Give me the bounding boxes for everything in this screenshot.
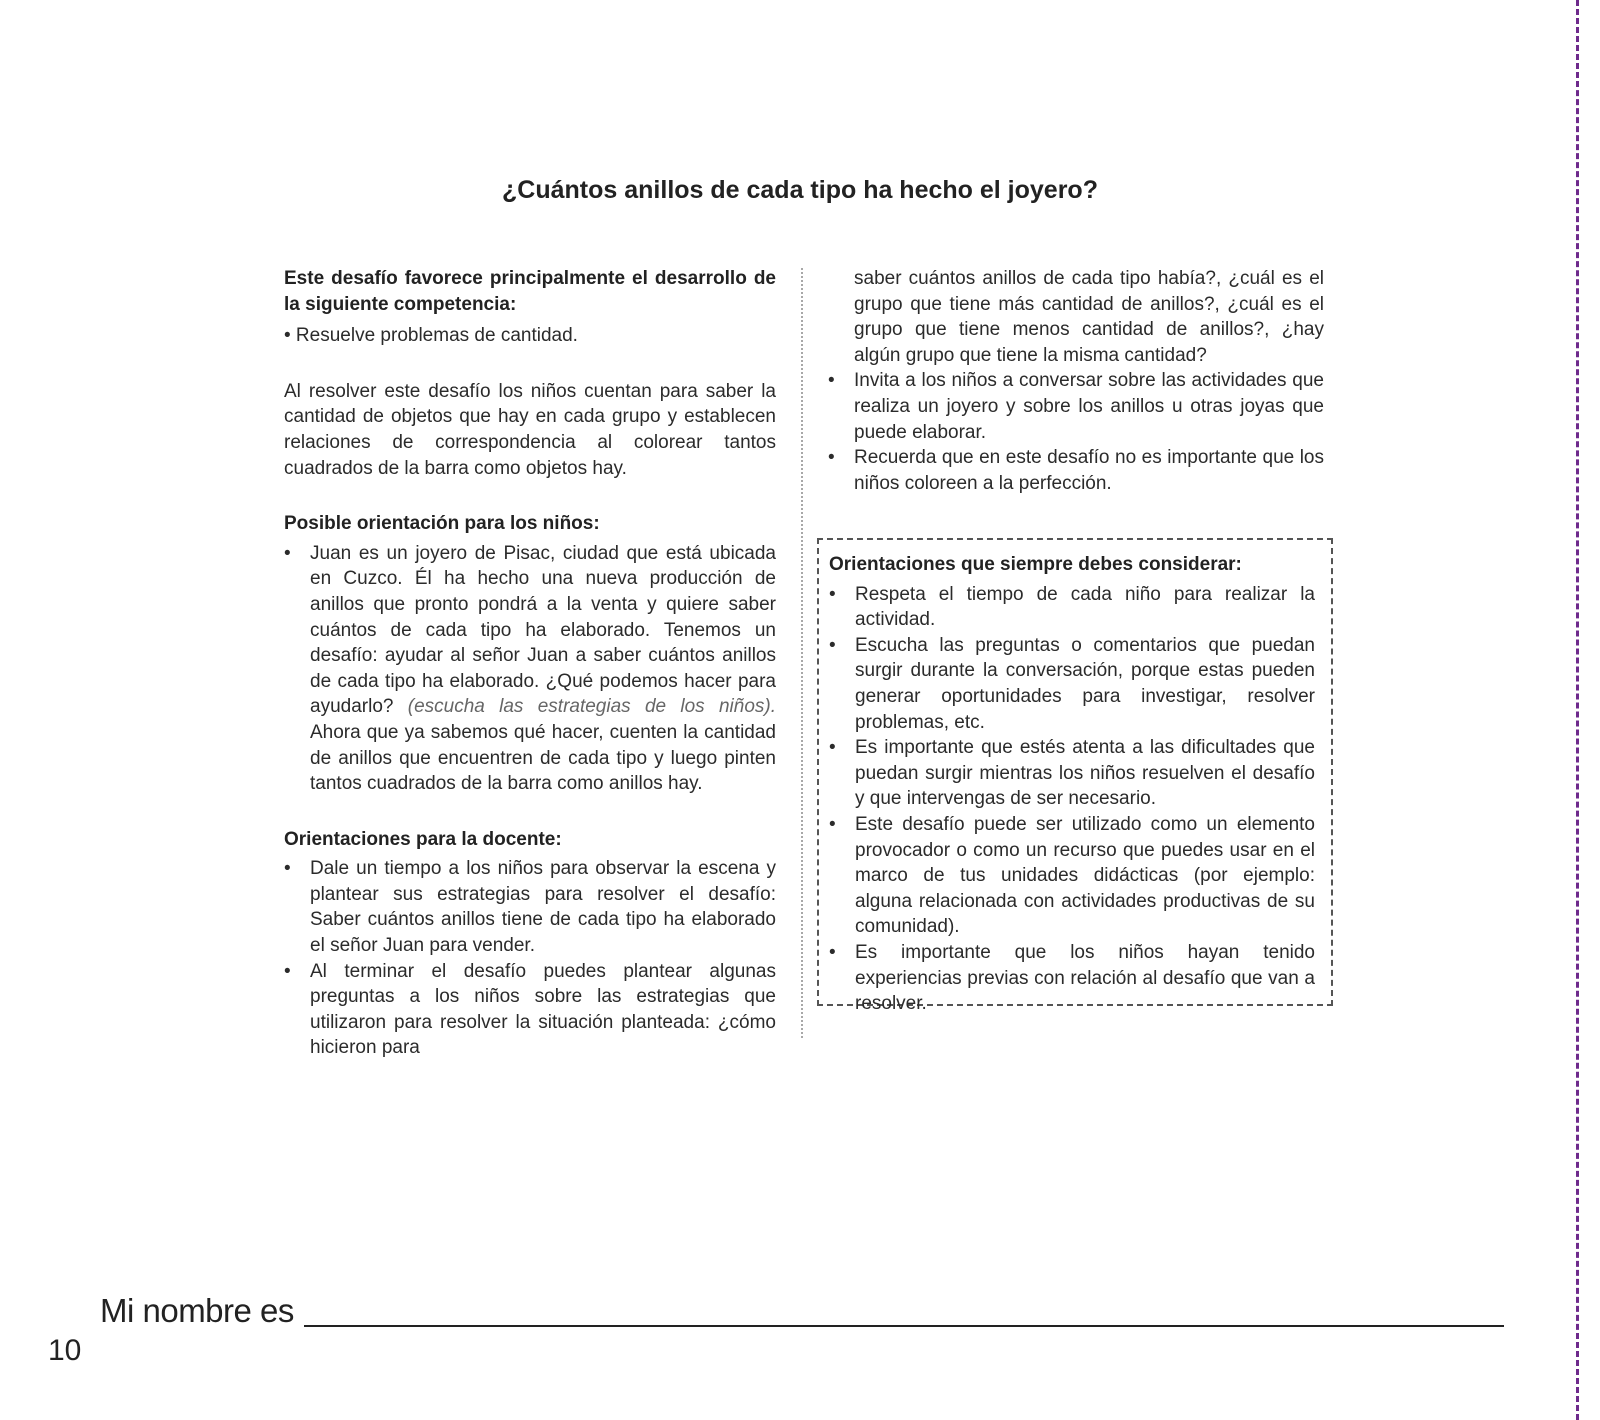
orientacion-ninos-text-2: Ahora que ya sabemos qué hacer, cuenten la cantidad de anillos que encuentren de cada tipo y luego pinten tantos cuadrados de la barra como anillos hay.	[310, 721, 776, 795]
orientacion-ninos-text-1: Juan es un joyero de Pisac, ciudad que está ubicada en Cuzco. Él ha hecho una nueva producción de anillos que pronto pondrá a la venta y quiere saber cuántos de cada tipo ha elaborado. Tenemos un desafío: ayudar al señor Juan a saber cuántos anillos de cada tipo ha elaborado. ¿Qué podemos hacer para ayudarlo?	[310, 542, 776, 718]
right-item-text: Recuerda que en este desafío no es importante que los niños coloreen a la perfección.	[854, 447, 1324, 494]
bullet-icon: •	[829, 634, 836, 656]
list-item	[284, 959, 776, 1061]
competencia-heading: Este desafío favorece principalmente el desarrollo de la siguiente competencia:	[284, 268, 776, 315]
bullet-icon: •	[829, 941, 836, 963]
docente-list	[284, 856, 776, 1061]
cut-line	[1576, 0, 1579, 1420]
orientacion-ninos-heading: Posible orientación para los niños:	[284, 513, 600, 535]
bullet-icon: •	[284, 858, 291, 880]
docente-item-text: Dale un tiempo a los niños para observar la escena y plantear sus estrategias para resolver el desafío: Saber cuántos anillos tiene de cada tipo ha elaborado el señor Juan para vender.	[310, 858, 776, 957]
bullet-icon: •	[284, 960, 291, 982]
box-item-text: Escucha las preguntas o comentarios que puedan surgir durante la conversación, porque estas pueden generar oportunidades para investigar, resolver problemas, etc.	[855, 634, 1315, 733]
box-item-text: Este desafío puede ser utilizado como un elemento provocador o como un recurso que puedes usar en el marco de tus unidades didácticas (por ejemplo: alguna relacionada con actividades productivas de su comunidad).	[855, 813, 1315, 938]
list-item	[284, 541, 776, 797]
list-item	[829, 735, 1315, 812]
box-heading: Orientaciones que siempre debes considerar:	[829, 554, 1242, 575]
box-item-text: Es importante que estés atenta a las dificultades que puedan surgir mientras los niños resuelven el desafío y que intervengas de ser necesario.	[855, 737, 1315, 810]
list-item	[829, 582, 1315, 633]
name-label: Mi nombre es	[100, 1292, 294, 1329]
list-item	[828, 368, 1324, 445]
docente-heading: Orientaciones para la docente:	[284, 828, 562, 850]
docente-item-text: Al terminar el desafío puedes plantear algunas preguntas a los niños sobre las estrategias que utilizaron para resolver la situación planteada: ¿cómo hicieron para	[310, 960, 776, 1059]
box-item-text: Respeta el tiempo de cada niño para realizar la actividad.	[855, 583, 1315, 631]
list-item	[828, 445, 1324, 496]
intro-paragraph: Al resolver este desafío los niños cuentan para saber la cantidad de objetos que hay en cada grupo y establecen relaciones de correspondencia al colorear tantos cuadrados de la barra como objetos hay.	[284, 380, 776, 479]
list-item	[284, 856, 776, 958]
continuation-text: saber cuántos anillos de cada tipo había?, ¿cuál es el grupo que tiene más cantidad de anillos?, ¿cuál es el grupo que tiene menos cantidad de anillos?, ¿hay algún grupo que tiene la misma cantidad?	[854, 268, 1324, 366]
orientacion-ninos-list	[284, 541, 776, 797]
right-item-text: Invita a los niños a conversar sobre las actividades que realiza un joyero y sobre los anillos u otras joyas que puede elaborar.	[854, 370, 1324, 443]
bullet-icon: •	[829, 737, 836, 759]
list-item	[829, 940, 1315, 1017]
list-item	[829, 633, 1315, 735]
page-title: ¿Cuántos anillos de cada tipo ha hecho el joyero?	[502, 176, 1098, 204]
name-row	[100, 1292, 1510, 1336]
right-column	[828, 266, 1324, 496]
competencia-item: • Resuelve problemas de cantidad.	[284, 325, 578, 347]
right-list	[828, 368, 1324, 496]
left-column	[284, 266, 776, 1061]
orientacion-ninos-italic: (escucha las estrategias de los niños).	[407, 696, 776, 718]
page-number: 10	[48, 1334, 82, 1367]
bullet-icon: •	[828, 370, 835, 392]
list-item	[829, 812, 1315, 940]
considerations-box	[817, 538, 1333, 1015]
box-item-text: Es importante que los niños hayan tenido experiencias previas con relación al desafío que van a resolver.	[855, 941, 1315, 1015]
bullet-icon: •	[829, 813, 836, 835]
bullet-icon: •	[828, 447, 835, 469]
box-list	[829, 582, 1315, 1017]
name-input-line[interactable]	[304, 1325, 1504, 1327]
column-divider	[801, 268, 803, 1038]
bullet-icon: •	[284, 542, 291, 564]
bullet-icon: •	[829, 583, 836, 605]
